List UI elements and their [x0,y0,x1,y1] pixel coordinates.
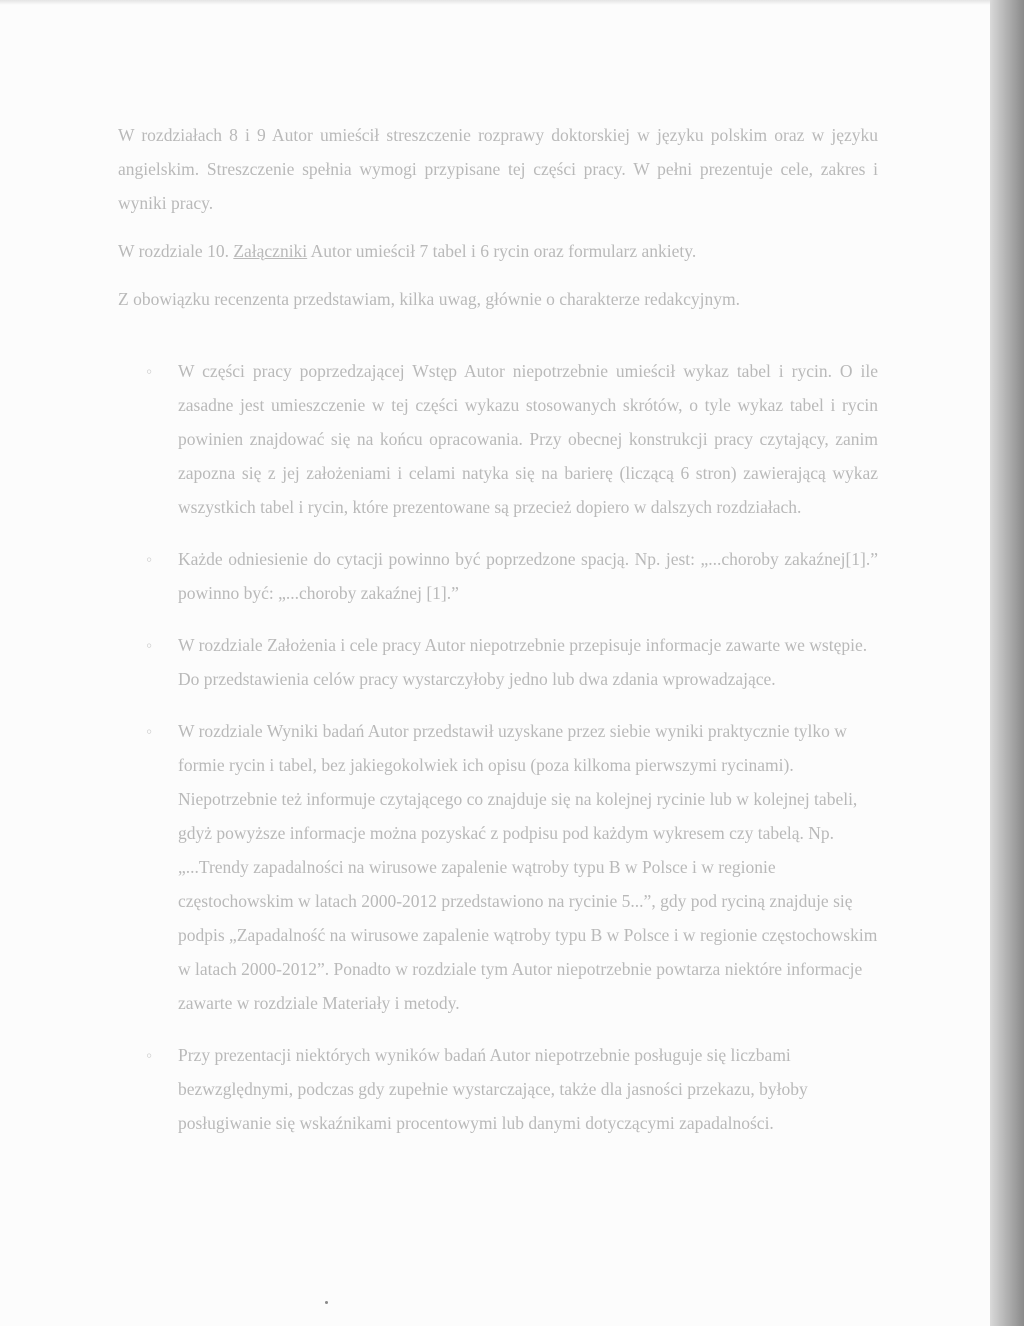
scan-right-edge [990,0,1024,1326]
bullet-marker: ◦ [146,1045,153,1065]
scan-top-edge [0,0,1024,5]
bullet-marker: ◦ [146,549,153,569]
paragraph-summary: W rozdziałach 8 i 9 Autor umieścił streszczenie rozprawy doktorskiej w języku polskim oraz w języku angielskim. Streszczenie spełnia wymogi przypisane tej części pracy. W pełni prezentuje cele, zakres i wyniki pracy. [118,125,878,213]
list-item [118,628,878,696]
paragraph-attachments [118,234,878,268]
paragraph-reviewer-remarks: Z obowiązku recenzenta przedstawiam, kilka uwag, głównie o charakterze redakcyjnym. [118,289,740,309]
bullet-marker: ◦ [146,361,153,381]
attachments-text-after: Autor umieścił 7 tabel i 6 rycin oraz formularz ankiety. [307,241,697,261]
list-item [118,714,878,1020]
list-item [118,1038,878,1140]
bullet-marker: ◦ [146,721,153,741]
list-item-text: Każde odniesienie do cytacji powinno być poprzedzone spacją. Np. jest: „...choroby zakaźnej[1].” powinno być: „...choroby zakaźnej [1].” [178,549,878,603]
remarks-list [118,354,878,1140]
list-item [118,542,878,610]
scan-speck [325,1301,328,1304]
attachments-text-before: W rozdziale 10. [118,241,234,261]
bullet-marker: ◦ [146,635,153,655]
list-item-text: W rozdziale Wyniki badań Autor przedstawił uzyskane przez siebie wyniki praktycznie tylko w formie rycin i tabel, bez jakiegokolwiek ich opisu (poza kilkoma pierwszymi rycinami). Niepotrzebnie też informuje czytającego co znajduje się na kolejnej rycinie lub w kolejnej tabeli, gdyż powyższe informacje można pozyskać z podpisu pod każdym wykresem czy tabelą. Np. „...Trendy zapadalności na wirusowe zapalenie wątroby typu B w Polsce i w regionie częstochowskim w latach 2000-2012 przedstawiono na rycinie 5...”, gdy pod ryciną znajduje się podpis „Zapadalność na wirusowe zapalenie wątroby typu B w Polsce i w regionie częstochowskim w latach 2000-2012”. Ponadto w rozdziale tym Autor niepotrzebnie powtarza niektóre informacje zawarte w rozdziale Materiały i metody. [178,721,878,1013]
attachments-underlined-title: Załączniki [233,241,308,261]
document-body [118,118,878,1158]
list-item-text: Przy prezentacji niektórych wyników badań Autor niepotrzebnie posługuje się liczbami bezwzględnymi, podczas gdy zupełnie wystarczające, także dla jasności przekazu, byłoby posługiwanie się wskaźnikami procentowymi lub danymi dotyczącymi zapadalności. [178,1045,808,1133]
list-item-text: W rozdziale Założenia i cele pracy Autor niepotrzebnie przepisuje informacje zawarte we wstępie. Do przedstawienia celów pracy wystarczyłoby jedno lub dwa zdania wprowadzające. [178,635,868,689]
list-item-text: W części pracy poprzedzającej Wstęp Autor niepotrzebnie umieścił wykaz tabel i rycin. O ile zasadne jest umieszczenie w tej części wykazu stosowanych skrótów, o tyle wykaz tabel i rycin powinien znajdować się na końcu opracowania. Przy obecnej konstrukcji pracy czytający, zanim zapozna się z jej założeniami i celami natyka się na barierę (liczącą 6 stron) zawierającą wykaz wszystkich tabel i rycin, które prezentowane są przecież dopiero w dalszych rozdziałach. [178,361,878,517]
list-item [118,354,878,524]
